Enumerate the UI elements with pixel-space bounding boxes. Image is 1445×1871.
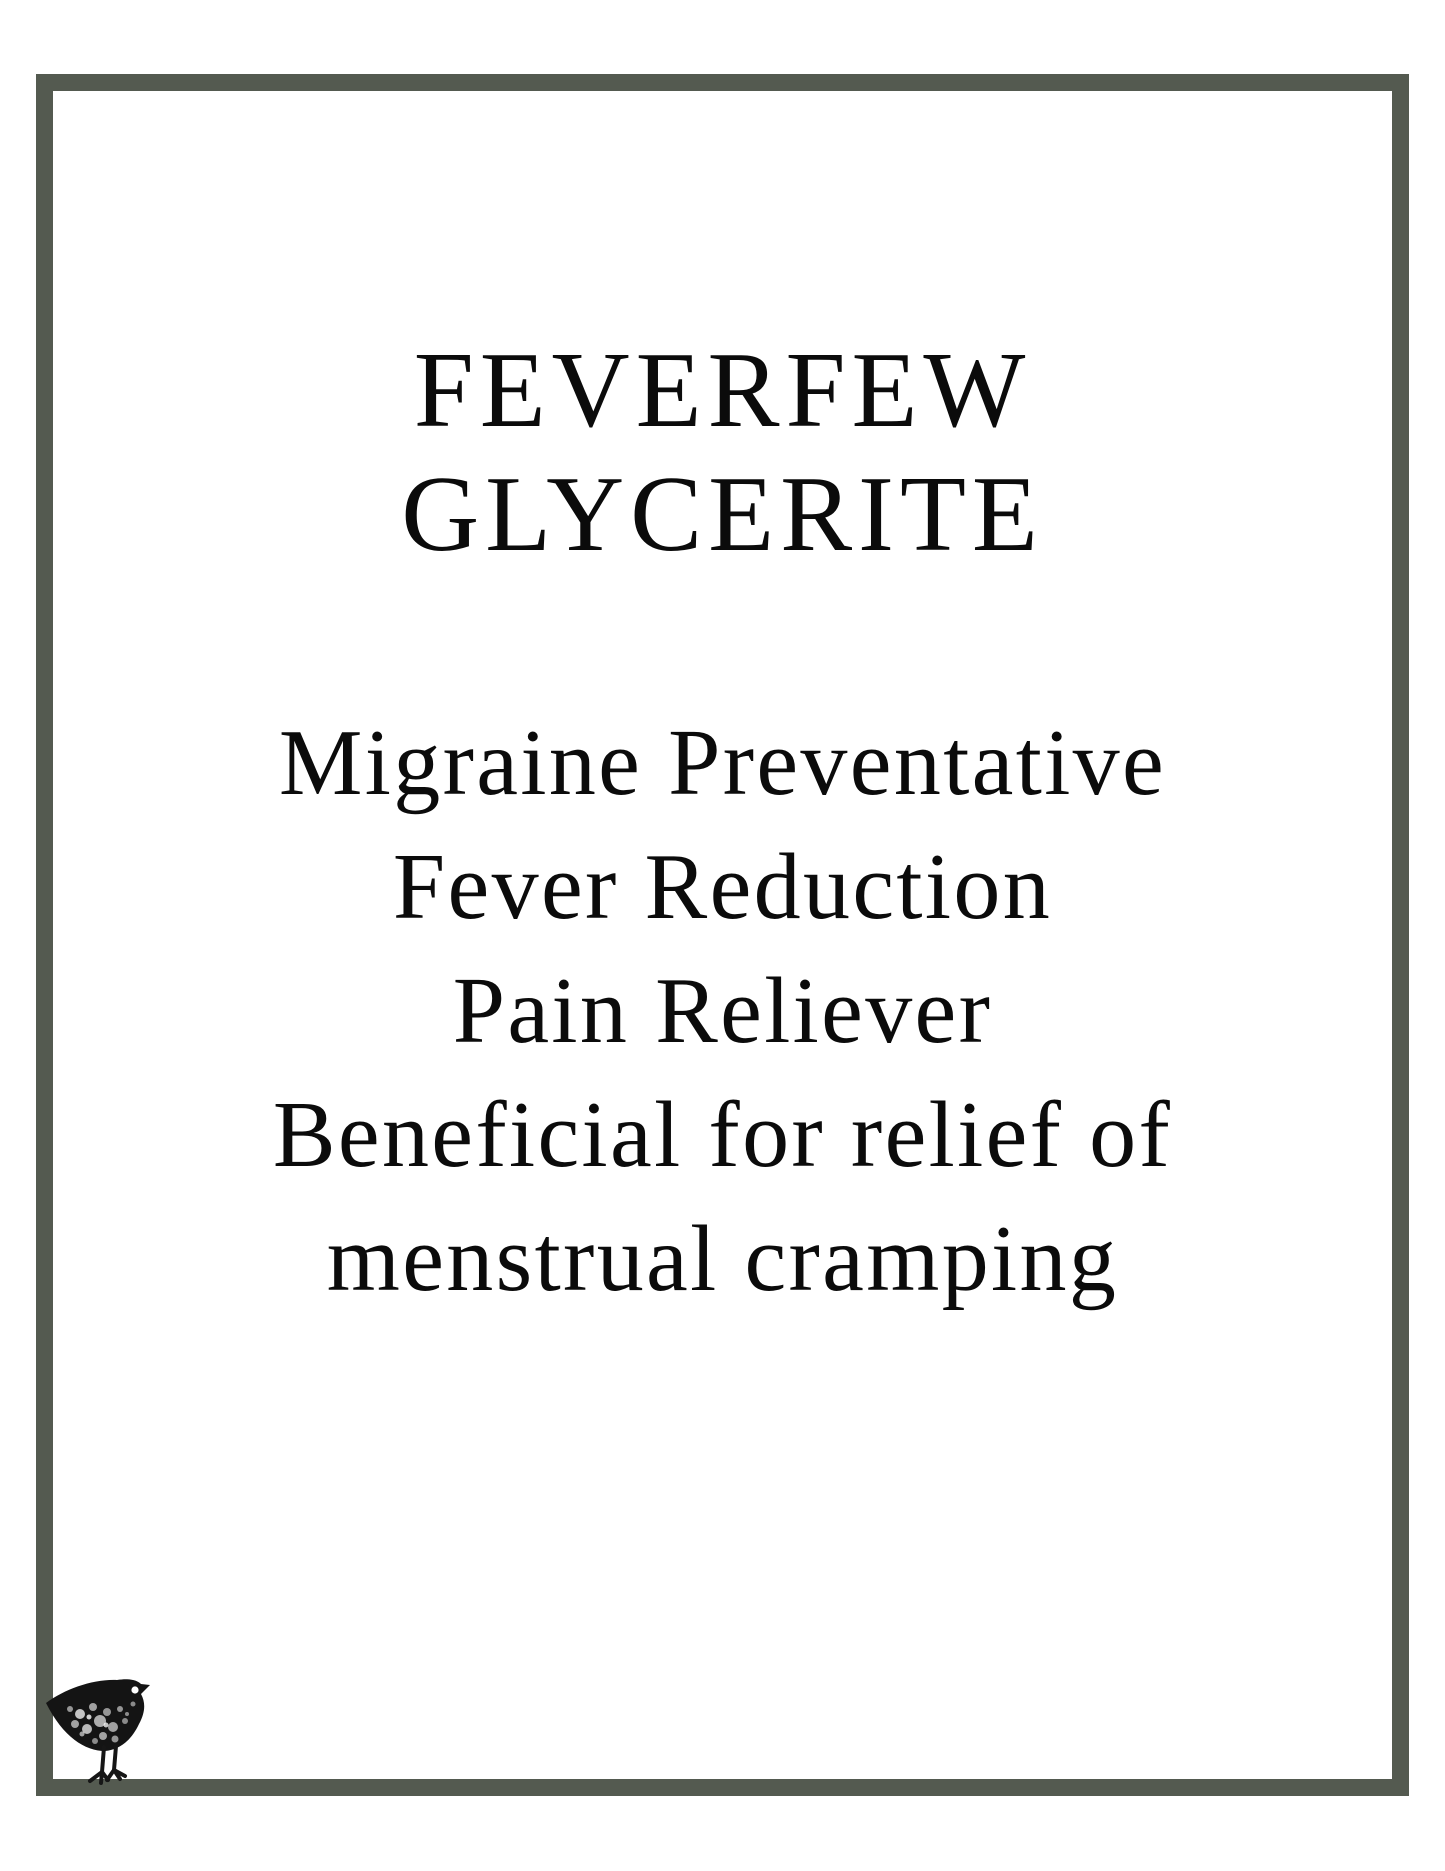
- bird-eye: [131, 1686, 138, 1693]
- title-line-2: GLYCERITE: [401, 455, 1044, 574]
- page-title: [0, 329, 1445, 577]
- benefit-line: menstrual cramping: [326, 1207, 1119, 1311]
- bird-stamp-icon: [45, 1679, 150, 1785]
- benefit-line: Migraine Preventative: [278, 711, 1167, 815]
- benefit-line: Fever Reduction: [392, 835, 1053, 939]
- benefit-line: Pain Reliever: [452, 959, 993, 1063]
- label-content: [0, 329, 1445, 1321]
- benefit-line: Beneficial for relief of: [272, 1083, 1173, 1187]
- title-line-1: FEVERFEW: [413, 331, 1032, 450]
- benefits-list: [0, 701, 1445, 1321]
